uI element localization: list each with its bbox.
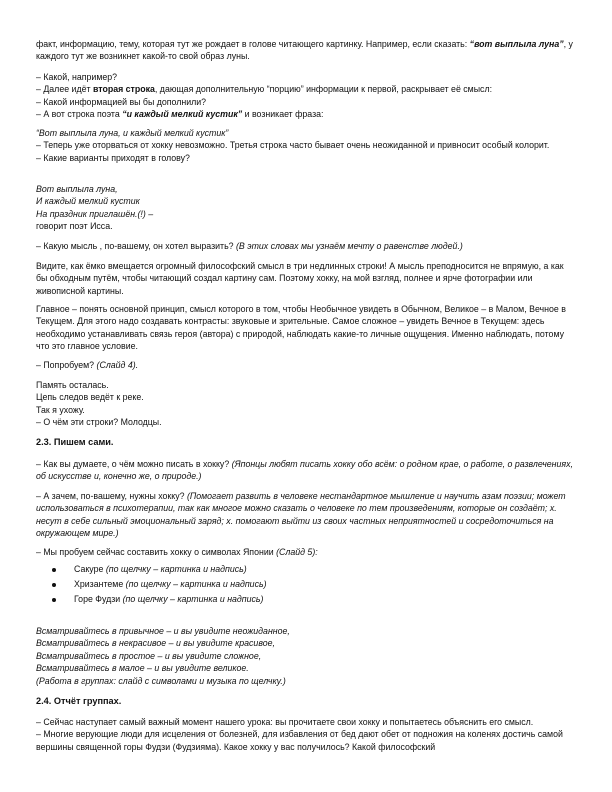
bullet-icon [52,583,56,587]
final-block [36,716,574,753]
bush-phrase: “и каждый мелкий кустик” [122,109,243,120]
intro-text-end: , у каждого тут же возникнет какой-то свой образ луны. [36,39,573,62]
intro-text: факт, информацию, тему, которая тут же рождает в голове читающего картинку. Например, если сказать: [36,39,470,49]
dialogue-line: – А вот строка поэта “и каждый мелкий кустик” и возникает фраза: [36,109,324,120]
dialogue-block [36,71,574,121]
dialogue-line: – Какой, например? [36,72,118,82]
bullet-icon [52,568,56,572]
dialogue-line: – Сейчас наступает самый важный момент нашего урока: вы прочитаете свои хокку и попытаетесь объяснить его смысл. [36,717,534,727]
poem-issa [36,183,574,233]
try-slide-5: – Мы пробуем сейчас составить хокку о символах Японии (Слайд 5): [36,547,318,557]
poem-line: Всматривайтесь в простое – и вы увидите сложное, [36,650,262,661]
section-heading-2-3: 2.3. Пишем сами. [36,437,114,447]
symbols-list [36,562,574,607]
list-item: Сакуре (по щелчку – картинка и надпись) [36,562,574,577]
second-line-term: вторая строка [92,84,155,95]
poem-author: говорит поэт Исса. [36,221,113,232]
dialogue-line: – Многие верующие люди для исцеления от болезней, для избавления от бед дают обет от подножия на коленях достичь самой вершины священной горы Фудзи (Фудзияма). Какое хокку у вас получилось? Какой философский [36,729,563,752]
dialogue-line: – Далее идёт вторая строка, дающая дополнительную “порцию” информации к первой, раскрывает её смысл: [36,84,493,95]
paragraph-meaning: Видите, как ёмко вмещается огромный философский смысл в три недлинных строки! А мысль преподносится не впрямую, а как бы обходным путём, чтобы читающий создал картину сам. Поэтому хокку, на мой взгляд, полнее и ярче фотографии или живописной картины. [36,261,564,296]
answer-topics: (Японцы любят писать хокку обо всём: о родном крае, о работе, о развлечениях, об искусстве и, конечно же, о природе.) [36,459,573,482]
bullet-icon [52,598,56,602]
answer-equality: (В этих словах мы узнаём мечту о равенстве людей.) [236,241,463,251]
question-topics: – Как вы думаете, о чём можно писать в хокку? (Японцы любят писать хокку обо всём: о родном крае, о работе, о развлечениях, об искусстве и, конечно же, о природе.) [36,459,573,482]
poem-line: Всматривайтесь в некрасивое – и вы увидите красивое, [36,638,275,649]
dialogue-line: – Какой информацией вы бы дополнили? [36,96,207,107]
section-heading-2-4: 2.4. Отчёт группах. [36,696,122,706]
dialogue-line: – Теперь уже оторваться от хокку невозможно. Третья строка часто бывает очень неожиданной и привносит особый колорит. [36,140,550,151]
poem-line: Вот выплыла луна, [36,184,118,194]
list-item: Горе Фудзи (по щелчку – картинка и надпись) [36,592,574,607]
poem-line: – О чём эти строки? Молодцы. [36,417,162,428]
try-slide-4: – Попробуем? (Слайд 4). [36,360,139,370]
poem-look-closely [36,625,574,687]
paragraph-principle: Главное – понять основной принцип, смысл которого в том, чтобы Необычное увидеть в Обычном, Великое – в Малом, Вечное в Текущем. Для этого надо создавать контрасты: звуковые и зрительные. Самое сложное – увидеть Вечное в Текущем: здесь необходимо устанавливать связь героя (автора) с природой, наблюдать какие-то личные ощущения. Именно наблюдать, потому что это главное условие. [36,304,566,352]
poem-line: Всматривайтесь в малое – и вы увидите великое. [36,663,249,674]
intro-paragraph [36,38,574,63]
list-item: Хризантеме (по щелчку – картинка и надпись) [36,577,574,592]
poem-line: На праздник приглашён.(!) – [36,208,154,219]
slide-reference: (Слайд 5): [276,547,318,557]
question-thought: – Какую мысль , по-вашему, он хотел выразить? (В этих словах мы узнаём мечту о равенстве людей.) [36,241,463,251]
poem-line: Цепь следов ведёт к реке. [36,392,144,403]
quote-line: “Вот выплыла луна, и каждый мелкий кустик” [36,128,229,138]
poem-line: И каждый мелкий кустик [36,196,140,207]
poem-memory [36,379,574,429]
slide-reference: (Слайд 4). [96,360,139,370]
answer-purpose: (Помогает развить в человеке нестандартное мышление и научить азам поэзии; может использоваться в психотерапии, так как многое можно сказать о человеке по тем произведениям, которые он создаёт; х. несут в себе сильный эмоциональный заряд; х. помогают выйти из своих частных неприятностей и сосредоточиться на окружающем мире.) [36,491,566,539]
question-purpose: – А зачем, по-вашему, нужны хокку? (Помогает развить в человеке нестандартное мышление и научить азам поэзии; может использоваться в психотерапии, так как многое можно сказать о человеке по тем произведениям, которые он создаёт; х. несут в себе сильный эмоциональный заряд; х. помогают выйти из своих частных неприятностей и сосредоточиться на окружающем мире.) [36,491,566,539]
poem-line: (Работа в группах: слайд с символами и музыка по щелчку.) [36,675,286,686]
quote-block [36,127,574,164]
dialogue-line: – Какие варианты приходят в голову? [36,152,190,163]
poem-line: Память осталась. [36,380,109,390]
poem-line: Всматривайтесь в привычное – и вы увидите неожиданное, [36,626,290,636]
poem-line: Так я ухожу. [36,404,85,415]
moon-phrase: “вот выплыла луна” [469,39,564,49]
